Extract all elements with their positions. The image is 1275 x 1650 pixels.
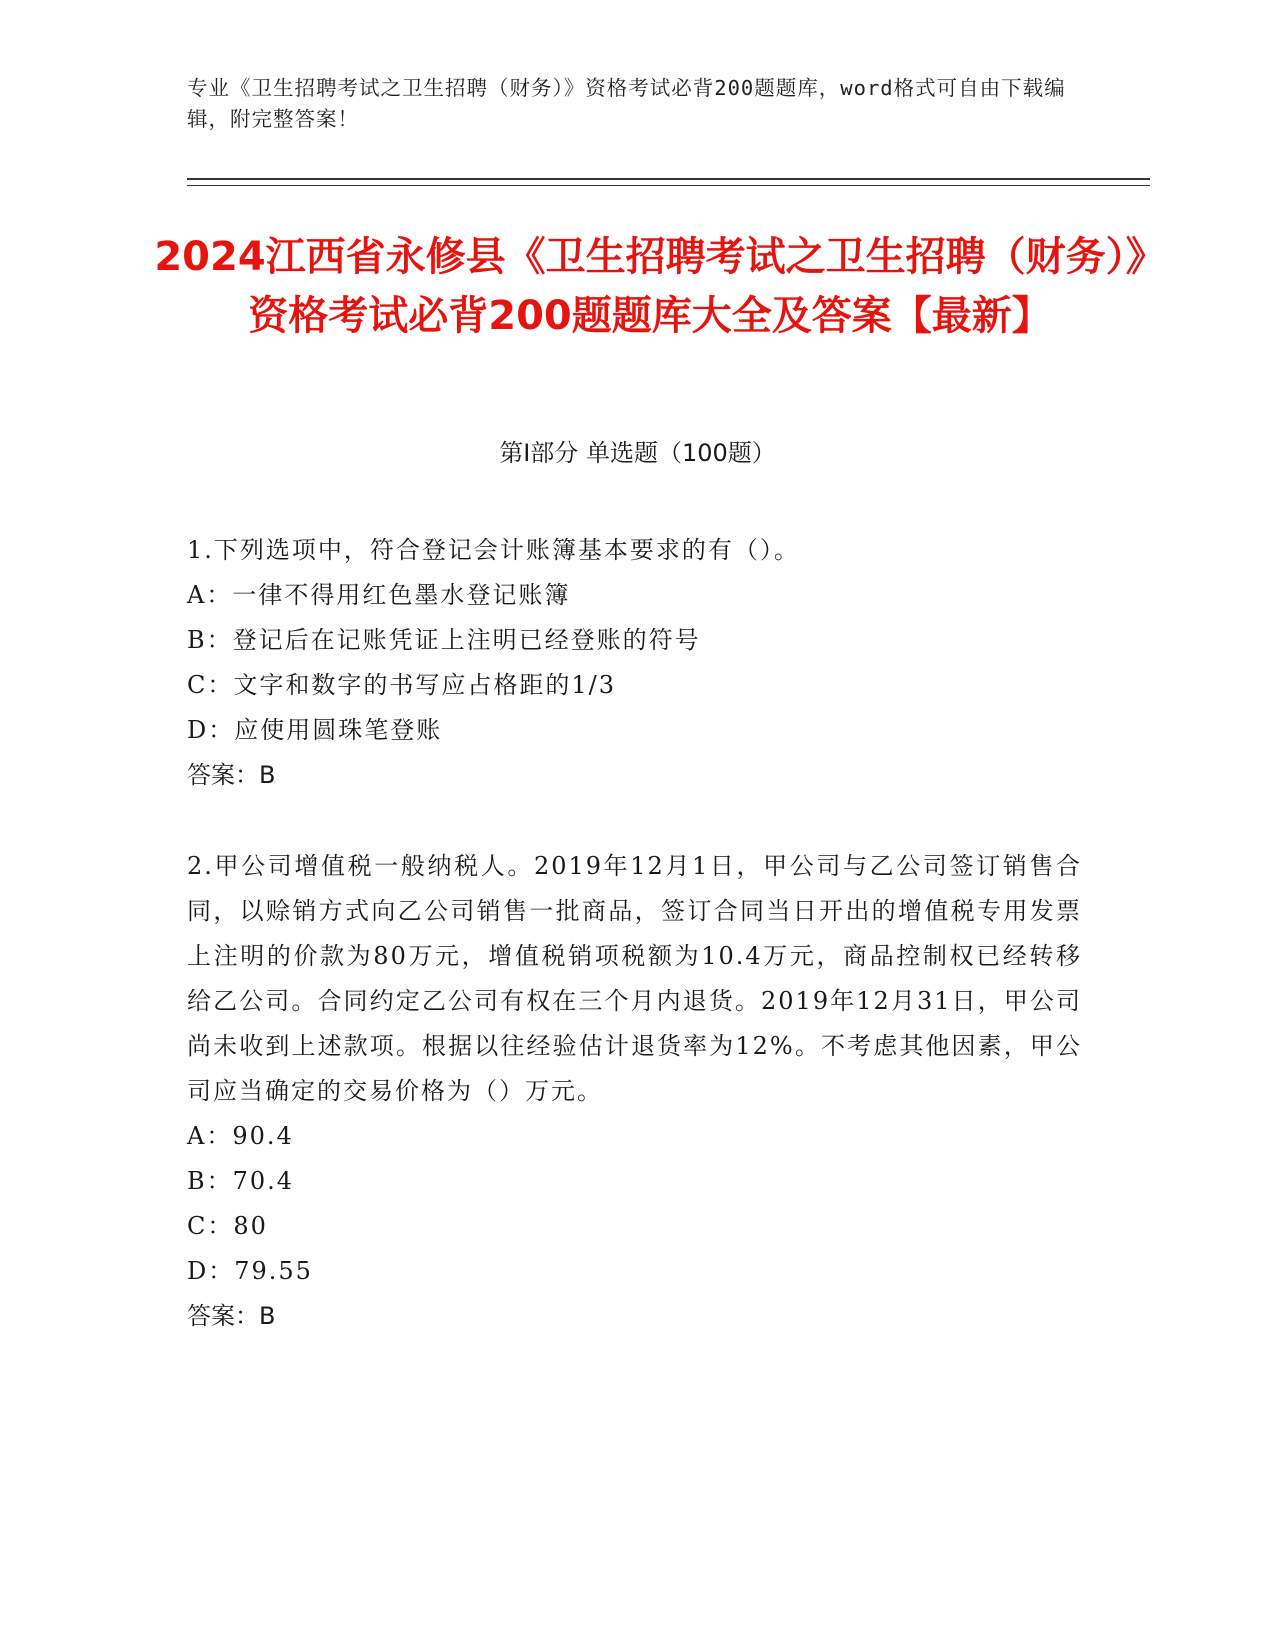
question-stem: 1.下列选项中，符合登记会计账簿基本要求的有（）。	[187, 536, 800, 564]
option-b: B：70.4	[187, 1167, 295, 1195]
option-d: D：应使用圆珠笔登账	[187, 716, 443, 744]
question-2	[187, 844, 1082, 1339]
option-a: A：一律不得用红色墨水登记账簿	[187, 581, 571, 609]
answer: 答案：B	[187, 1302, 276, 1330]
header-divider-thin	[187, 185, 1150, 186]
section-heading: 第I部分 单选题（100题）	[499, 439, 776, 467]
question-1	[187, 528, 1082, 798]
document-title: 2024江西省永修县《卫生招聘考试之卫生招聘（财务）》资格考试必背200题题库大全及答案【最新】	[154, 234, 1146, 339]
option-c: C：80	[187, 1212, 268, 1240]
option-c: C：文字和数字的书写应占格距的1/3	[187, 671, 616, 699]
document-header-note: 专业《卫生招聘考试之卫生招聘（财务）》资格考试必背200题题库，word格式可自由下载编辑，附完整答案！	[187, 76, 1066, 131]
option-a: A：90.4	[187, 1122, 294, 1150]
option-b: B：登记后在记账凭证上注明已经登账的符号	[187, 626, 701, 654]
option-d: D：79.55	[187, 1257, 313, 1285]
header-divider-thick	[187, 178, 1150, 180]
question-stem: 2.甲公司增值税一般纳税人。2019年12月1日，甲公司与乙公司签订销售合同，以赊销方式向乙公司销售一批商品，签订合同当日开出的增值税专用发票上注明的价款为80万元，增值税销项税额为10.4万元，商品控制权已经转移给乙公司。合同约定乙公司有权在三个月内退货。2019年12月31日，甲公司尚未收到上述款项。根据以往经验估计退货率为12%。不考虑其他因素，甲公司应当确定的交易价格为（）万元。	[187, 852, 1082, 1105]
answer: 答案：B	[187, 761, 276, 789]
